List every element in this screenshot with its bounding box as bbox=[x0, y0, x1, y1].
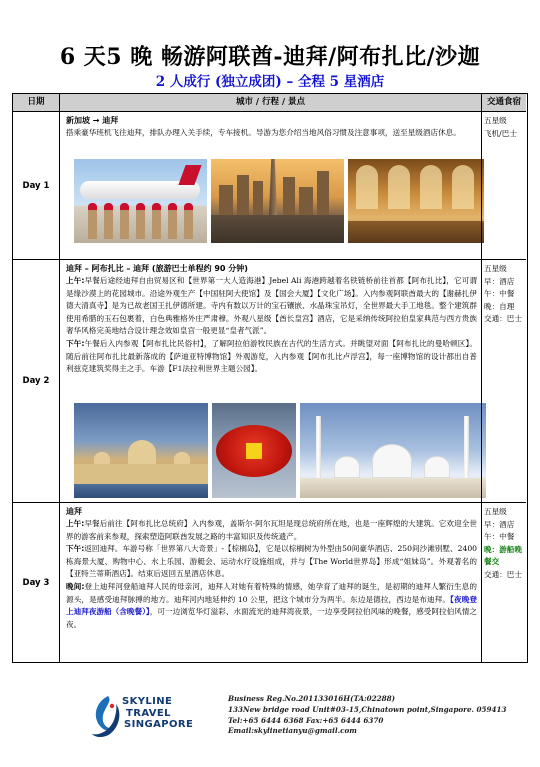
photo-souk-interior bbox=[348, 159, 484, 243]
meal-cell bbox=[481, 260, 526, 502]
morning-text bbox=[66, 518, 477, 543]
photo-dubai-skyline bbox=[211, 159, 344, 243]
table-row-day2 bbox=[13, 260, 526, 503]
photo-ferrari-world bbox=[212, 403, 296, 498]
brand-name bbox=[122, 696, 193, 731]
photo-strip bbox=[74, 159, 484, 243]
meal-line: 晚：自理 bbox=[484, 301, 515, 311]
afternoon-desc: 返回迪拜。车游号称「世界第八大奇景」-【棕榈岛】，它是以棕榈树为外型由50间豪华酒店、250间沙滩别墅、2400 栋海景大厦、购物中心、水上乐园、游艇会、运动水疗设施组成，并与【The World世界岛】形成“姐妹岛”。外观著名的【亚特兰蒂斯酒店】。结束后返回五星酒店休息。 bbox=[66, 544, 477, 579]
col-meal-header: 交通食宿 bbox=[481, 94, 526, 111]
route-title: 迪拜 bbox=[66, 507, 82, 516]
photo-airplane-crew bbox=[74, 159, 207, 243]
meal-line: 早：酒店 bbox=[484, 276, 515, 286]
page-subtitle: 2 人成行 (独立成团) – 全程 5 星酒店 bbox=[155, 74, 385, 90]
col-route-header: 城市 / 行程 / 景点 bbox=[59, 94, 481, 111]
brand-line: SKYLINE bbox=[122, 696, 173, 707]
evening-text bbox=[66, 581, 477, 631]
brand-line: TRAVEL bbox=[126, 707, 171, 719]
company-info bbox=[228, 694, 507, 737]
evening-label: 晚间: bbox=[66, 581, 85, 591]
meal-line: 交通：巴士 bbox=[484, 314, 522, 323]
evening-desc-2: ，可一边浏览华灯溢彩、水面流光的迪拜湾夜景，一边享受阿拉伯风味的晚餐，感受阿拉伯风情之夜。 bbox=[66, 607, 477, 629]
meal-line: 飞机/巴士 bbox=[484, 128, 517, 138]
photo-grand-mosque bbox=[300, 403, 486, 498]
route-cell bbox=[59, 503, 481, 662]
swirl-logo-icon bbox=[90, 694, 124, 740]
brand-line: SINGAPORE bbox=[124, 719, 194, 730]
photo-emirates-palace bbox=[74, 403, 208, 498]
morning-desc: 早餐后前往【阿布扎比总统府】入内参观，盖斯尔·阿尔瓦坦是现总统府所在地，也是一座辉煌的大建筑。它欢迎全世界的游客前来参观，探索塑造阿联酋发展之路的丰富知识及传统遗产。 bbox=[66, 519, 477, 541]
photo-strip bbox=[74, 403, 486, 498]
meal-line: 交通：巴士 bbox=[484, 569, 522, 579]
table-header bbox=[13, 94, 526, 112]
evening-desc: 登上迪拜河登船迪拜人民的母亲河，迪拜人对她有着特殊的情感，她孕育了迪拜的诞生，是初期的迪拜人繁衍生息的源头，是感受迪拜脉搏的地方。迪拜河内地延伸约 10 公里，把这个城市分为两半。东边是德拉，西边是布迪拜。 bbox=[66, 581, 477, 604]
meal-line: 五星级 bbox=[484, 116, 507, 125]
meal-line: 午：中餐 bbox=[484, 532, 515, 541]
meal-line: 五星级 bbox=[484, 264, 507, 273]
email: Email:skylinetianyu@gmail.com bbox=[228, 726, 357, 736]
afternoon-label: 下午: bbox=[66, 338, 85, 348]
company-logo bbox=[90, 692, 202, 744]
afternoon-desc: 午餐后入内参观【阿布扎比民俗村】，了解阿拉伯游牧民族在古代的生活方式。并眺望对面【阿布扎比的曼哈顿区】。随后前往阿布扎比最新落成的【萨迪亚特博物馆】外观游览，入内参观【阿布扎比卢浮宫】，每一座博物馆的设计都出自普利兹克建筑奖得主之手。车游【F1法拉利世界主题公园】。 bbox=[66, 338, 477, 374]
meal-cell bbox=[481, 112, 526, 259]
route-text: 搭乘豪华班机飞往迪拜，排队办理入关手续，专车接机。导游为您介绍当地风俗习惯及注意事项，送至星级酒店休息。 bbox=[66, 128, 461, 137]
table-row-day1 bbox=[13, 112, 526, 260]
day-label: Day 1 bbox=[22, 180, 50, 191]
morning-text bbox=[66, 275, 477, 338]
tel-fax: Tel:+65 6444 6368 Fax:+65 6444 6370 bbox=[228, 715, 384, 725]
meal-line-cruise: 晚：游船晚餐交 bbox=[484, 544, 522, 566]
page-title: 6 天5 晚 畅游阿联酋-迪拜/阿布扎比/沙迦 bbox=[59, 44, 481, 70]
route-cell bbox=[59, 112, 481, 259]
day-label: Day 3 bbox=[22, 577, 50, 588]
morning-label: 上午: bbox=[66, 276, 85, 285]
afternoon-text bbox=[66, 338, 477, 376]
business-reg: Business Reg.No.201133016H(TA:02288) bbox=[228, 694, 396, 703]
route-title: 新加坡 → 迪拜 bbox=[66, 116, 119, 125]
route-cell bbox=[59, 260, 481, 502]
morning-label: 上午: bbox=[66, 519, 85, 528]
day-label: Day 2 bbox=[22, 376, 50, 386]
address: 133New bridge road Unit#03-15,Chinatown point,Singapore. 059413 bbox=[228, 704, 507, 714]
morning-desc: 早餐后途经迪拜自由贸易区和【世界第一大人造海港】Jebel Ali 海港跨越着名铁链桥前往首都【阿布扎比】，它可谓是缘沙漠上的花园城市。沿途外观生产【中国驻阿大使馆】及【国会大厦】【文化广场】。入内参观阿联酋最大的【谢赫扎伊德大清真寺】是为已故老国王扎伊德所建。寺内有数以万计的宝石镶嵌、水晶珠宝吊灯，全世界最大手工地毯。整个建筑群使用希腊的玉石包裹着，白色典雅格外庄严肃穆。外观八星级【酋长皇宫】酒店，它是采纳传统阿拉伯皇家典范与西方贵族奢华风格完美地结合设计理念效如皇宫一般更显“皇者气派”。 bbox=[66, 276, 477, 336]
meal-cell bbox=[481, 503, 526, 662]
col-date-header: 日期 bbox=[27, 97, 45, 107]
evening-highlight: 【夜晚登上迪拜夜游船（含晚餐）】 bbox=[66, 594, 477, 617]
meal-line: 五星级 bbox=[484, 507, 507, 516]
itinerary-table bbox=[12, 93, 528, 663]
meal-line: 早：酒店 bbox=[484, 519, 515, 529]
afternoon-label: 下午: bbox=[66, 544, 85, 554]
route-title: 迪拜 – 阿布扎比 – 迪拜 (旅游巴士单程约 90 分钟) bbox=[66, 264, 248, 273]
meal-line: 午：中餐 bbox=[484, 289, 515, 298]
table-row-day3 bbox=[13, 503, 526, 662]
afternoon-text bbox=[66, 543, 477, 581]
